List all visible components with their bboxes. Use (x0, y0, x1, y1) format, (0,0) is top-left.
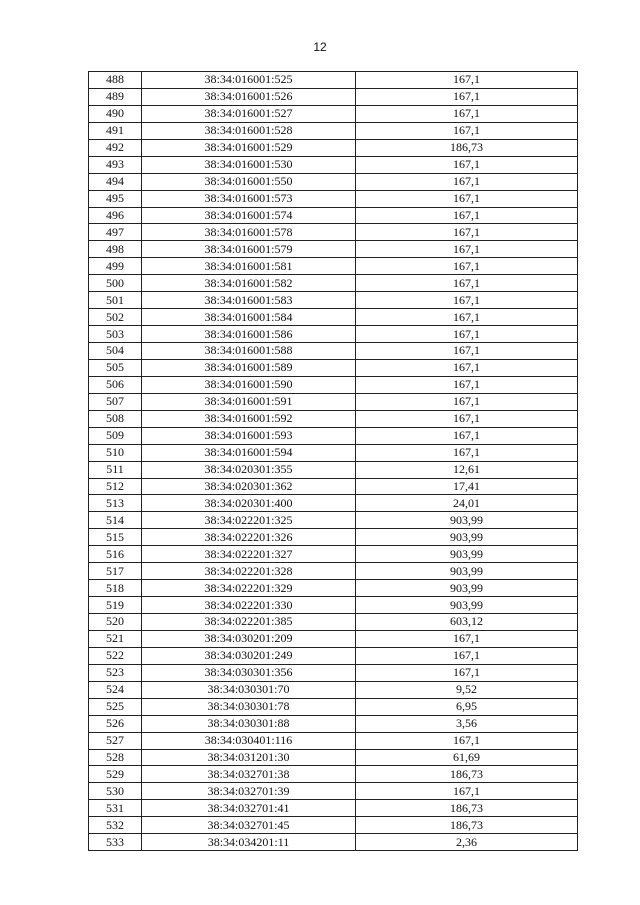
table-row (89, 444, 578, 461)
row-number-cell: 489 (89, 88, 142, 105)
row-number-cell: 529 (89, 766, 142, 783)
value-cell: 17,41 (356, 478, 578, 495)
row-number-cell: 521 (89, 630, 142, 647)
row-number-cell: 525 (89, 698, 142, 715)
value-cell: 603,12 (356, 614, 578, 631)
value-cell: 167,1 (356, 88, 578, 105)
cadastral-number-cell: 38:34:034201:11 (142, 834, 356, 851)
table-row (89, 427, 578, 444)
row-number-cell: 509 (89, 427, 142, 444)
row-number-cell: 506 (89, 376, 142, 393)
value-cell: 167,1 (356, 427, 578, 444)
row-number-cell: 527 (89, 732, 142, 749)
value-cell: 167,1 (356, 664, 578, 681)
value-cell: 167,1 (356, 207, 578, 224)
cadastral-number-cell: 38:34:016001:529 (142, 139, 356, 156)
cadastral-number-cell: 38:34:030401:116 (142, 732, 356, 749)
cadastral-number-cell: 38:34:032701:39 (142, 783, 356, 800)
value-cell: 167,1 (356, 156, 578, 173)
value-cell: 903,99 (356, 597, 578, 614)
table-row (89, 258, 578, 275)
cadastral-number-cell: 38:34:016001:592 (142, 410, 356, 427)
table-row (89, 139, 578, 156)
table-row (89, 326, 578, 343)
cadastral-number-cell: 38:34:016001:594 (142, 444, 356, 461)
row-number-cell: 505 (89, 359, 142, 376)
table-row (89, 630, 578, 647)
table-row (89, 681, 578, 698)
table-row (89, 359, 578, 376)
row-number-cell: 504 (89, 343, 142, 360)
value-cell: 167,1 (356, 393, 578, 410)
value-cell: 186,73 (356, 139, 578, 156)
table-row (89, 529, 578, 546)
cadastral-number-cell: 38:34:016001:528 (142, 122, 356, 139)
table-row (89, 224, 578, 241)
cadastral-number-cell: 38:34:016001:589 (142, 359, 356, 376)
value-cell: 167,1 (356, 630, 578, 647)
table-row (89, 72, 578, 89)
cadastral-number-cell: 38:34:022201:325 (142, 512, 356, 529)
value-cell: 24,01 (356, 495, 578, 512)
table-row (89, 156, 578, 173)
row-number-cell: 522 (89, 647, 142, 664)
table-row (89, 173, 578, 190)
cadastral-number-cell: 38:34:022201:326 (142, 529, 356, 546)
row-number-cell: 500 (89, 275, 142, 292)
cadastral-number-cell: 38:34:016001:584 (142, 309, 356, 326)
value-cell: 186,73 (356, 817, 578, 834)
table-row (89, 597, 578, 614)
row-number-cell: 511 (89, 461, 142, 478)
cadastral-number-cell: 38:34:016001:578 (142, 224, 356, 241)
row-number-cell: 488 (89, 72, 142, 89)
cadastral-number-cell: 38:34:016001:581 (142, 258, 356, 275)
row-number-cell: 510 (89, 444, 142, 461)
row-number-cell: 497 (89, 224, 142, 241)
table-row (89, 817, 578, 834)
row-number-cell: 514 (89, 512, 142, 529)
cadastral-number-cell: 38:34:016001:591 (142, 393, 356, 410)
cadastral-number-cell: 38:34:032701:38 (142, 766, 356, 783)
row-number-cell: 519 (89, 597, 142, 614)
row-number-cell: 528 (89, 749, 142, 766)
value-cell: 186,73 (356, 800, 578, 817)
table-row (89, 783, 578, 800)
row-number-cell: 495 (89, 190, 142, 207)
table-row (89, 664, 578, 681)
row-number-cell: 496 (89, 207, 142, 224)
cadastral-number-cell: 38:34:030301:356 (142, 664, 356, 681)
value-cell: 12,61 (356, 461, 578, 478)
table-row (89, 647, 578, 664)
table-row (89, 563, 578, 580)
cadastral-number-cell: 38:34:016001:583 (142, 292, 356, 309)
table-row (89, 715, 578, 732)
row-number-cell: 513 (89, 495, 142, 512)
value-cell: 167,1 (356, 410, 578, 427)
value-cell: 903,99 (356, 563, 578, 580)
cadastral-number-cell: 38:34:016001:579 (142, 241, 356, 258)
cadastral-number-cell: 38:34:016001:582 (142, 275, 356, 292)
table-row (89, 732, 578, 749)
value-cell: 903,99 (356, 546, 578, 563)
value-cell: 2,36 (356, 834, 578, 851)
table-row (89, 698, 578, 715)
table-row (89, 88, 578, 105)
value-cell: 167,1 (356, 105, 578, 122)
row-number-cell: 498 (89, 241, 142, 258)
table-row (89, 275, 578, 292)
row-number-cell: 502 (89, 309, 142, 326)
row-number-cell: 512 (89, 478, 142, 495)
value-cell: 167,1 (356, 275, 578, 292)
value-cell: 3,56 (356, 715, 578, 732)
table-row (89, 309, 578, 326)
value-cell: 167,1 (356, 173, 578, 190)
cadastral-number-cell: 38:34:030301:88 (142, 715, 356, 732)
value-cell: 167,1 (356, 292, 578, 309)
value-cell: 186,73 (356, 766, 578, 783)
value-cell: 61,69 (356, 749, 578, 766)
value-cell: 903,99 (356, 512, 578, 529)
table-row (89, 207, 578, 224)
cadastral-number-cell: 38:34:022201:328 (142, 563, 356, 580)
row-number-cell: 508 (89, 410, 142, 427)
cadastral-number-cell: 38:34:016001:590 (142, 376, 356, 393)
table-row (89, 461, 578, 478)
row-number-cell: 492 (89, 139, 142, 156)
cadastral-number-cell: 38:34:020301:355 (142, 461, 356, 478)
cadastral-number-cell: 38:34:030301:78 (142, 698, 356, 715)
value-cell: 167,1 (356, 190, 578, 207)
cadastral-number-cell: 38:34:016001:593 (142, 427, 356, 444)
table-row (89, 478, 578, 495)
row-number-cell: 499 (89, 258, 142, 275)
value-cell: 167,1 (356, 241, 578, 258)
table-row (89, 122, 578, 139)
row-number-cell: 501 (89, 292, 142, 309)
table-row (89, 343, 578, 360)
table-row (89, 495, 578, 512)
value-cell: 167,1 (356, 647, 578, 664)
cadastral-number-cell: 38:34:016001:525 (142, 72, 356, 89)
table-row (89, 292, 578, 309)
table-row (89, 614, 578, 631)
table-row (89, 410, 578, 427)
value-cell: 6,95 (356, 698, 578, 715)
table-row (89, 105, 578, 122)
table-row (89, 766, 578, 783)
value-cell: 903,99 (356, 580, 578, 597)
cadastral-number-cell: 38:34:022201:330 (142, 597, 356, 614)
cadastral-number-cell: 38:34:031201:30 (142, 749, 356, 766)
value-cell: 167,1 (356, 359, 578, 376)
table-row (89, 241, 578, 258)
row-number-cell: 532 (89, 817, 142, 834)
value-cell: 167,1 (356, 326, 578, 343)
cadastral-number-cell: 38:34:016001:574 (142, 207, 356, 224)
value-cell: 167,1 (356, 783, 578, 800)
table-row (89, 749, 578, 766)
cadastral-number-cell: 38:34:016001:550 (142, 173, 356, 190)
row-number-cell: 526 (89, 715, 142, 732)
cadastral-number-cell: 38:34:016001:526 (142, 88, 356, 105)
cadastral-number-cell: 38:34:022201:385 (142, 614, 356, 631)
value-cell: 167,1 (356, 122, 578, 139)
row-number-cell: 515 (89, 529, 142, 546)
row-number-cell: 530 (89, 783, 142, 800)
table-row (89, 393, 578, 410)
row-number-cell: 518 (89, 580, 142, 597)
table-row (89, 376, 578, 393)
row-number-cell: 523 (89, 664, 142, 681)
cadastral-number-cell: 38:34:030301:70 (142, 681, 356, 698)
table-row (89, 580, 578, 597)
row-number-cell: 517 (89, 563, 142, 580)
value-cell: 167,1 (356, 343, 578, 360)
value-cell: 167,1 (356, 72, 578, 89)
row-number-cell: 493 (89, 156, 142, 173)
data-table (88, 71, 578, 851)
row-number-cell: 503 (89, 326, 142, 343)
cadastral-number-cell: 38:34:016001:573 (142, 190, 356, 207)
cadastral-number-cell: 38:34:016001:527 (142, 105, 356, 122)
value-cell: 167,1 (356, 224, 578, 241)
table-row (89, 834, 578, 851)
value-cell: 167,1 (356, 376, 578, 393)
table-body (89, 72, 578, 851)
cadastral-number-cell: 38:34:030201:249 (142, 647, 356, 664)
value-cell: 9,52 (356, 681, 578, 698)
row-number-cell: 507 (89, 393, 142, 410)
value-cell: 167,1 (356, 444, 578, 461)
row-number-cell: 533 (89, 834, 142, 851)
cadastral-number-cell: 38:34:032701:41 (142, 800, 356, 817)
row-number-cell: 520 (89, 614, 142, 631)
cadastral-number-cell: 38:34:016001:530 (142, 156, 356, 173)
row-number-cell: 531 (89, 800, 142, 817)
row-number-cell: 524 (89, 681, 142, 698)
cadastral-number-cell: 38:34:022201:329 (142, 580, 356, 597)
row-number-cell: 491 (89, 122, 142, 139)
cadastral-number-cell: 38:34:016001:586 (142, 326, 356, 343)
cadastral-number-cell: 38:34:032701:45 (142, 817, 356, 834)
row-number-cell: 494 (89, 173, 142, 190)
value-cell: 903,99 (356, 529, 578, 546)
cadastral-number-cell: 38:34:022201:327 (142, 546, 356, 563)
table-row (89, 800, 578, 817)
cadastral-number-cell: 38:34:020301:362 (142, 478, 356, 495)
row-number-cell: 490 (89, 105, 142, 122)
table-row (89, 512, 578, 529)
cadastral-number-cell: 38:34:020301:400 (142, 495, 356, 512)
cadastral-number-cell: 38:34:030201:209 (142, 630, 356, 647)
row-number-cell: 516 (89, 546, 142, 563)
value-cell: 167,1 (356, 309, 578, 326)
table-row (89, 190, 578, 207)
value-cell: 167,1 (356, 732, 578, 749)
cadastral-number-cell: 38:34:016001:588 (142, 343, 356, 360)
table-row (89, 546, 578, 563)
value-cell: 167,1 (356, 258, 578, 275)
page-number: 12 (313, 40, 327, 54)
